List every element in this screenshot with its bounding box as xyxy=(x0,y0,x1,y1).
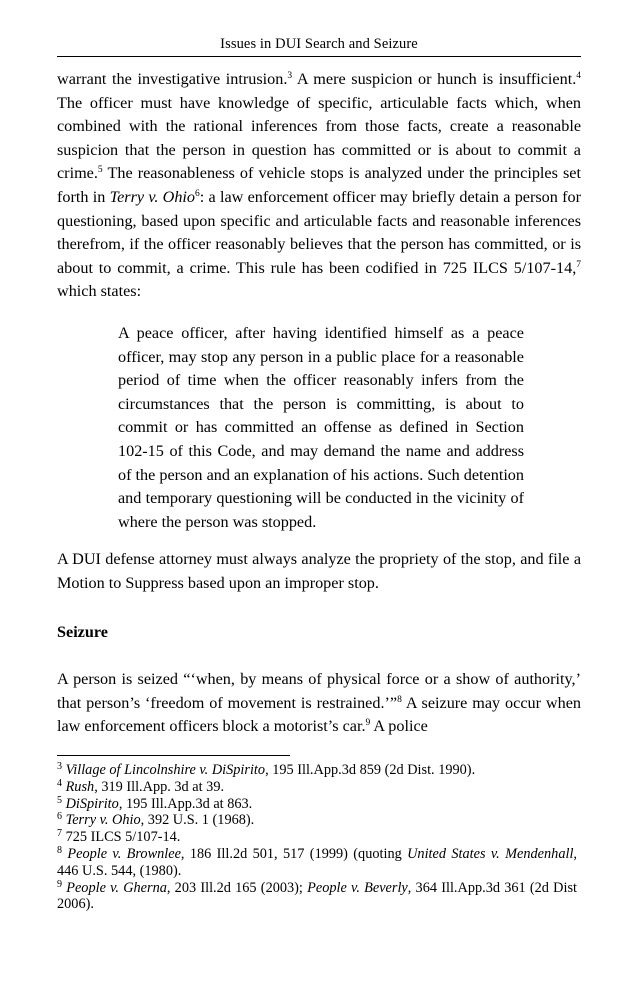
footnote-ref-4[interactable]: 4 xyxy=(576,71,581,81)
section-heading-seizure: Seizure xyxy=(57,623,108,642)
footnote-3 xyxy=(57,762,577,779)
footnote-ref-7[interactable]: 7 xyxy=(576,259,581,270)
footnote-7 xyxy=(57,829,577,846)
footnote-5 xyxy=(57,796,577,813)
citation-text: , 203 Ill.2d 165 (2003); xyxy=(166,879,308,896)
text-span: A police xyxy=(370,717,428,736)
case-name: People v. Brownlee xyxy=(67,845,181,862)
footnote-ref-8[interactable]: 8 xyxy=(397,694,402,705)
footnote-8 xyxy=(57,846,577,880)
footnote-number: 6 xyxy=(57,811,62,823)
statute-blockquote: A peace officer, after having identified himself as a peace officer, may stop any person in a public place for a reasonable period of time when the officer reasonably infers from the circumstances that the person is committing, is about to commit or has committed an offense as defined in Section 102-15 of this Code, and may demand the name and address of the person and an explanation of his actions. Such detention and temporary questioning will be conducted in the vicinity of where the person was stopped. xyxy=(118,323,524,531)
text-span: : a law enforcement officer may briefly detain a person for questioning, based upon specific and articulable facts and reasonable inferences therefrom, if the officer reasonably believes that the person has committed, or is about to commit, a crime. This rule has been codified in 725 ILCS 5/107-14, xyxy=(57,187,581,277)
case-name: DiSpirito xyxy=(65,795,119,812)
footnote-number: 7 xyxy=(57,828,62,840)
footnote-number: 4 xyxy=(57,777,62,789)
footnotes xyxy=(57,762,577,913)
text-span: A person is seized “‘when, by means of physical force or a show of authority,’ that person’s ‘freedom of movement is restrained.’” xyxy=(57,670,581,712)
footnote-4 xyxy=(57,779,577,796)
citation-text: , 195 Ill.App.3d at 863. xyxy=(118,795,253,812)
text-span: The officer must have knowledge of specific, articulable facts which, when combined with the rational inferences from those facts, create a reasonable suspicion that the person in question has committed or is about to commit a crime. xyxy=(57,93,581,183)
text-span: warrant the investigative intrusion. xyxy=(57,70,288,88)
page-body xyxy=(57,68,581,739)
footnote-ref-9[interactable]: 9 xyxy=(365,718,371,729)
citation-text: , 364 Ill.App.3d 361 (2d Dist 2006). xyxy=(57,879,577,913)
paragraph-motion-to-suppress: A DUI defense attorney must always analyze the propriety of the stop, and file a Motion to Suppress based upon an improper stop. xyxy=(57,550,581,592)
case-name: Village of Lincolnshire v. DiSpirito xyxy=(65,762,266,778)
footnote-6 xyxy=(57,812,577,829)
footnote-number: 3 xyxy=(57,761,62,772)
case-name: Terry v. Ohio xyxy=(65,812,141,829)
header-rule xyxy=(57,56,581,57)
text-span: A mere suspicion or hunch is insufficient. xyxy=(292,70,577,88)
case-name-terry: Terry v. Ohio xyxy=(109,187,196,206)
case-name: United States v. Mendenhall xyxy=(407,845,574,862)
footnote-number: 9 xyxy=(57,878,62,890)
paragraph-seizure xyxy=(57,668,581,739)
footnote-ref-6[interactable]: 6 xyxy=(195,188,200,199)
footnote-9 xyxy=(57,880,577,914)
citation-text: , 446 U.S. 544, (1980). xyxy=(57,845,577,879)
footnote-separator xyxy=(57,755,290,756)
citation-text: , 195 Ill.App.3d 859 (2d Dist. 1990). xyxy=(265,762,476,778)
citation-text: 725 ILCS 5/107-14. xyxy=(62,829,181,846)
citation-text: , 186 Ill.2d 501, 517 (1999) (quoting xyxy=(180,845,408,862)
case-name: People v. Beverly xyxy=(307,879,408,896)
case-name: Rush xyxy=(65,778,95,795)
citation-text: , 392 U.S. 1 (1968). xyxy=(140,812,255,829)
footnote-number: 8 xyxy=(57,844,62,856)
footnote-number: 5 xyxy=(57,794,62,806)
text-span: which states: xyxy=(57,282,142,301)
text-span: A seizure may occur when law enforcement officers block a motorist’s car. xyxy=(57,693,581,736)
text-span: The reasonableness of vehicle stops is analyzed under the principles set forth in xyxy=(57,164,581,206)
running-header: Issues in DUI Search and Seizure xyxy=(220,36,418,52)
footnote-ref-3[interactable]: 3 xyxy=(287,71,293,81)
citation-text: , 319 Ill.App. 3d at 39. xyxy=(94,778,225,795)
paragraph-terry xyxy=(57,68,581,304)
case-name: People v. Gherna xyxy=(66,879,167,896)
footnote-ref-5[interactable]: 5 xyxy=(97,165,103,176)
